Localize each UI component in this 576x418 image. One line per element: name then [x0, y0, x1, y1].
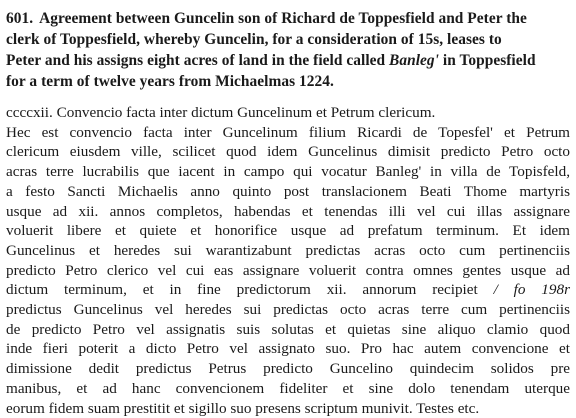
field-name: Banleg' [389, 52, 439, 69]
heading-line: Peter and his assigns eight acres of land in the field called Banleg' in Toppesfield [6, 52, 536, 69]
text-line: clericum eiusdem ville, scilicet quod idem Guncelinus dimisit predicto Petro octo [6, 143, 570, 161]
text-line: acras terre lucrabilis que iacent in campo qui vocatur Banleg' in villa de Topisfeld, [6, 163, 570, 181]
text-line: predicto Petro clerico vel cui eas assignare voluerit contra omnes gentes usque ad [6, 261, 570, 279]
entry-number: 601. [6, 10, 34, 27]
heading-line: 601. Agreement between Guncelin son of Richard de Toppesfield and Peter the [6, 10, 527, 27]
text-line-with-folio: dictum terminum, et in fine predictorum xii. annorum recipiet / fo 198r [6, 281, 570, 299]
heading-line: for a term of twelve years from Michaelmas 1224. [6, 73, 334, 90]
text-line: de predicto Petro vel assignatis suis solutas et quietas sine aliquo clamio quod [6, 320, 570, 338]
text-line: Guncelinus et heredes sui warantizabunt predictas acras octo cum pertinenciis [6, 241, 570, 259]
text-line: usque ad xii. annos completos, habendas et tenendas illi vel cui illas assignare [6, 202, 570, 220]
text-line: ccccxii. Convencio facta inter dictum Guncelinum et Petrum clericum. [6, 104, 436, 121]
charter-text [6, 103, 570, 418]
text-line: manibus, et ad hanc convencionem fideliter et sine dolo tenendam uterque [6, 379, 570, 397]
entry-heading [6, 8, 570, 92]
heading-line: clerk of Toppesfield, whereby Guncelin, for a consideration of 15s, leases to [6, 31, 502, 48]
text-line: Hec est convencio facta inter Guncelinum filium Ricardi de Topesfel' et Petrum [6, 123, 570, 141]
text-line: a festo Sancti Michaelis anno quinto post translacionem Beati Thome martyris [6, 182, 570, 200]
folio-marker: / fo 198r [493, 281, 570, 299]
text-line: voluerit libere et quiete et honorifice usque ad prefatum terminum. Et idem [6, 222, 570, 240]
text-line: predictus Guncelinus vel heredes sui predictas octo acras terre cum pertinenciis [6, 301, 570, 319]
text-line: inde fieri poterit a dicto Petro vel assignato suo. Pro hac autem convencione et [6, 340, 570, 358]
text-line: dimissione dedit predictus Petrus predicto Guncelino quindecim solidos pre [6, 360, 570, 378]
text-line: eorum fidem suam prestitit et sigillo suo presens scriptum munivit. Testes etc. [6, 399, 480, 417]
